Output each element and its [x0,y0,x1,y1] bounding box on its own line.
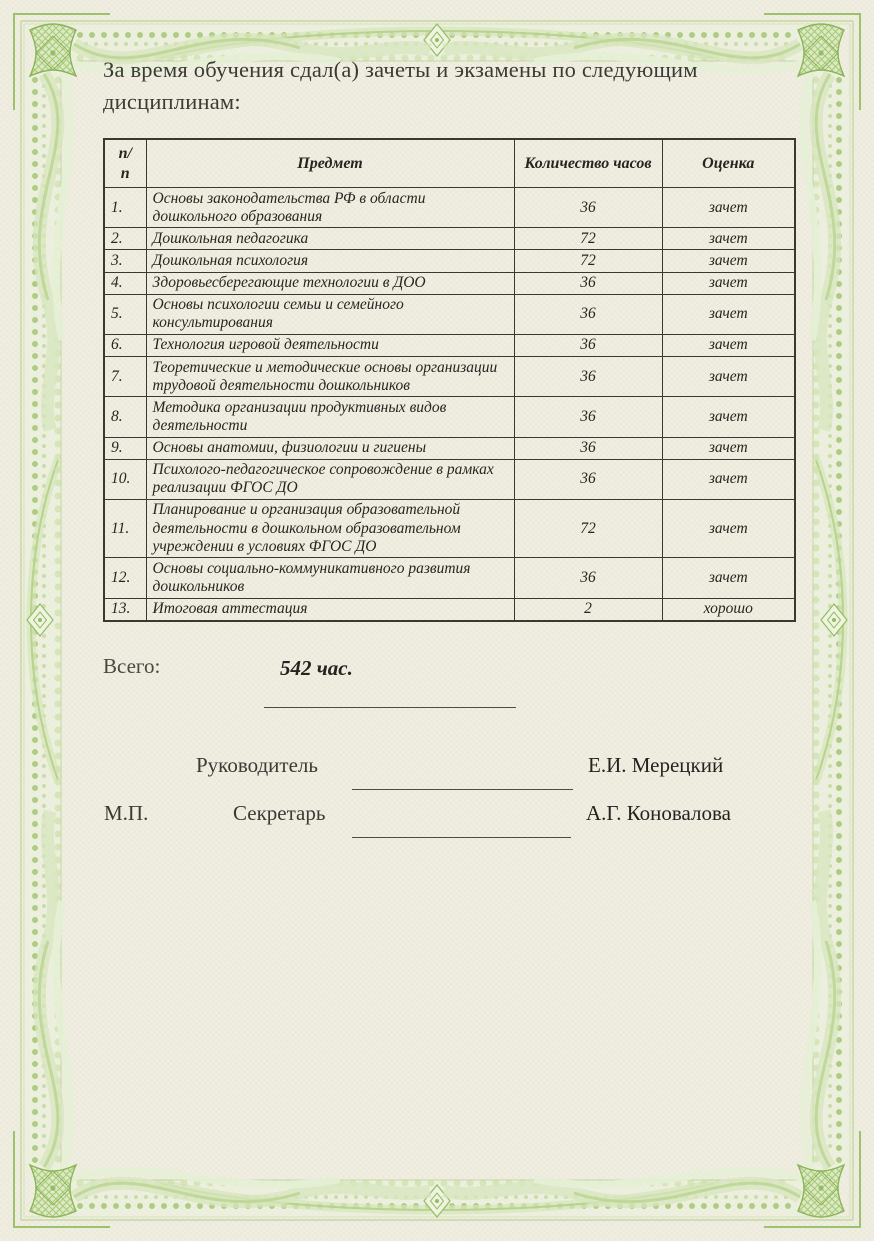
table-row [104,459,795,499]
subject-cell: Теоретические и методические основы организации трудовой деятельности дошкольников [146,357,514,397]
signature-line-director [352,789,573,790]
signature-role-director: Руководитель [196,753,318,777]
grade-cell: хорошо [662,598,795,621]
subject-cell: Дошкольная психология [146,250,514,272]
total-label: Всего: [103,654,161,678]
row-number: 7. [104,357,146,397]
hours-cell: 36 [514,272,662,294]
row-number: 5. [104,294,146,334]
row-number: 13. [104,598,146,621]
row-number: 8. [104,397,146,437]
hours-cell: 36 [514,188,662,228]
hours-cell: 72 [514,499,662,557]
table-row [104,499,795,557]
hours-cell: 36 [514,459,662,499]
row-number: 2. [104,228,146,250]
row-number: 10. [104,459,146,499]
table-row [104,334,795,356]
subject-cell: Методика организации продуктивных видов деятельности [146,397,514,437]
hours-cell: 36 [514,397,662,437]
table-row [104,228,795,250]
total-underline [264,707,516,708]
table-row [104,437,795,459]
table-row [104,272,795,294]
grade-cell: зачет [662,250,795,272]
grade-cell: зачет [662,334,795,356]
hours-cell: 72 [514,228,662,250]
subject-cell: Технология игровой деятельности [146,334,514,356]
row-number: 9. [104,437,146,459]
row-number: 3. [104,250,146,272]
subject-cell: Планирование и организация образовательной деятельности в дошкольном образовательном учреждении в условиях ФГОС ДО [146,499,514,557]
table-header-row [104,139,795,188]
grade-cell: зачет [662,437,795,459]
row-number: 12. [104,558,146,598]
row-number: 6. [104,334,146,356]
hours-cell: 36 [514,437,662,459]
grade-cell: зачет [662,272,795,294]
grade-cell: зачет [662,357,795,397]
grade-cell: зачет [662,459,795,499]
grade-cell: зачет [662,294,795,334]
row-number: 4. [104,272,146,294]
hours-cell: 2 [514,598,662,621]
signature-role-secretary: Секретарь [233,801,326,825]
table-row [104,294,795,334]
hours-cell: 36 [514,334,662,356]
subject-cell: Основы анатомии, физиологии и гигиены [146,437,514,459]
stamp-placeholder: М.П. [104,801,149,825]
grade-cell: зачет [662,397,795,437]
subject-cell: Основы законодательства РФ в области дошкольного образования [146,188,514,228]
signature-name-director: Е.И. Мерецкий [588,753,724,777]
table-row [104,188,795,228]
hours-cell: 72 [514,250,662,272]
grade-cell: зачет [662,188,795,228]
table-row [104,357,795,397]
subjects-table-wrap [103,138,794,622]
table-row [104,397,795,437]
header-num: п/п [104,139,146,188]
row-number: 1. [104,188,146,228]
page-title: За время обучения сдал(а) зачеты и экзамены по следующим дисциплинам: [103,57,698,114]
total-value: 542 час. [280,656,353,680]
hours-cell: 36 [514,357,662,397]
hours-cell: 36 [514,558,662,598]
subject-cell: Здоровьесберегающие технологии в ДОО [146,272,514,294]
subject-cell: Основы психологии семьи и семейного консультирования [146,294,514,334]
subject-cell: Психолого-педагогическое сопровождение в рамках реализации ФГОС ДО [146,459,514,499]
table-row [104,598,795,621]
row-number: 11. [104,499,146,557]
grade-cell: зачет [662,228,795,250]
subject-cell: Дошкольная педагогика [146,228,514,250]
table-row [104,250,795,272]
grade-cell: зачет [662,558,795,598]
subjects-table [103,138,796,622]
header-subject: Предмет [146,139,514,188]
header-grade: Оценка [662,139,795,188]
grade-cell: зачет [662,499,795,557]
subjects-table-body [104,188,795,621]
hours-cell: 36 [514,294,662,334]
subject-cell: Итоговая аттестация [146,598,514,621]
signature-line-secretary [352,837,571,838]
subject-cell: Основы социально-коммуникативного развития дошкольников [146,558,514,598]
header-hours: Количество часов [514,139,662,188]
signature-name-secretary: А.Г. Коновалова [586,801,731,825]
table-row [104,558,795,598]
